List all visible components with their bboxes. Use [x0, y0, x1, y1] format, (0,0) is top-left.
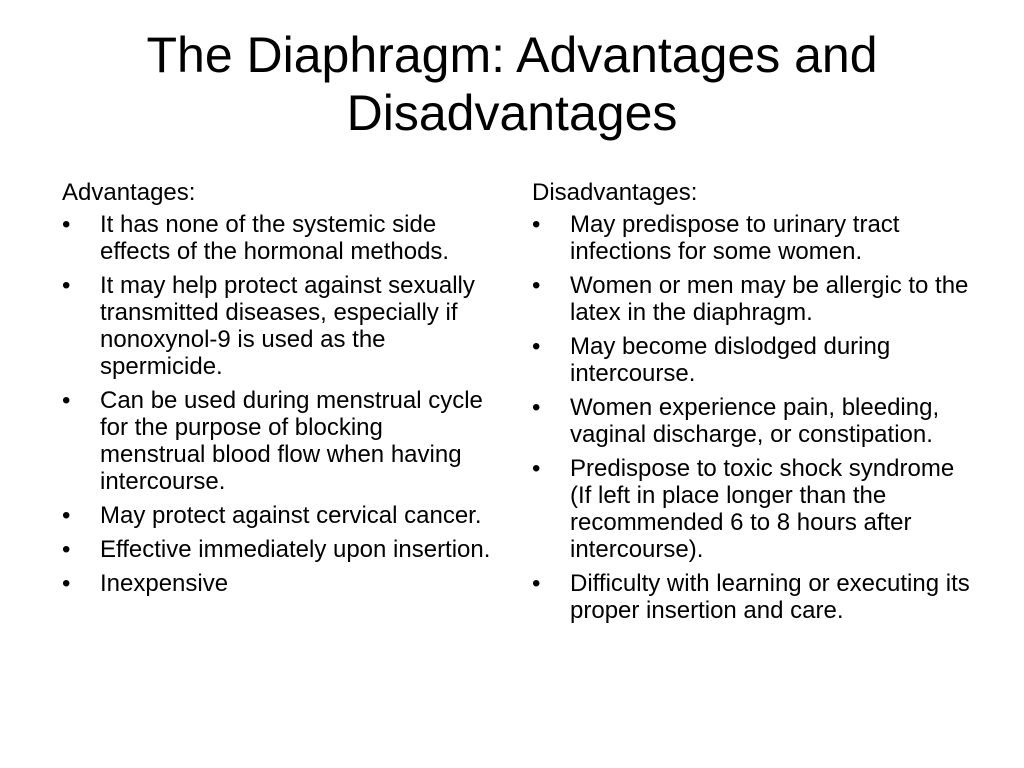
bullet-icon: • — [532, 211, 541, 238]
disadvantage-item — [532, 394, 972, 448]
advantage-item — [62, 502, 492, 529]
bullet-icon: • — [62, 570, 71, 597]
disadvantage-text: Women experience pain, bleeding, vaginal discharge, or constipation. — [570, 394, 940, 448]
advantage-text: It may help protect against sexually transmitted diseases, especially if nonoxynol-9 is used as the spermicide. — [100, 272, 475, 380]
disadvantage-item — [532, 272, 972, 326]
advantage-item — [62, 211, 492, 265]
disadvantage-text: Predispose to toxic shock syndrome (If left in place longer than the recommended 6 to 8 hours after intercourse). — [570, 455, 955, 563]
slide-title: The Diaphragm: Advantages and Disadvantages — [146, 27, 878, 141]
bullet-icon: • — [62, 272, 71, 299]
bullet-icon: • — [62, 387, 71, 414]
bullet-icon: • — [62, 502, 71, 529]
disadvantage-item — [532, 570, 972, 624]
disadvantages-list — [532, 211, 972, 624]
bullet-icon: • — [532, 394, 541, 421]
advantage-item — [62, 536, 492, 563]
disadvantages-column — [532, 179, 972, 631]
disadvantage-item — [532, 455, 972, 563]
advantage-text: Inexpensive — [100, 570, 229, 597]
advantages-heading: Advantages: — [62, 179, 196, 206]
bullet-icon: • — [62, 211, 71, 238]
advantage-item — [62, 387, 492, 495]
advantage-item — [62, 570, 492, 597]
advantage-text: Can be used during menstrual cycle for the purpose of blocking menstrual blood flow when having intercourse. — [100, 387, 483, 495]
bullet-icon: • — [532, 455, 541, 482]
bullet-icon: • — [62, 536, 71, 563]
advantages-column — [62, 179, 492, 604]
disadvantage-item — [532, 333, 972, 387]
disadvantage-text: May predispose to urinary tract infections for some women. — [570, 211, 900, 265]
advantage-text: It has none of the systemic side effects of the hormonal methods. — [100, 211, 450, 265]
disadvantages-heading: Disadvantages: — [532, 179, 698, 206]
disadvantage-item — [532, 211, 972, 265]
advantages-list — [62, 211, 492, 597]
bullet-icon: • — [532, 333, 541, 360]
disadvantage-text: Women or men may be allergic to the latex in the diaphragm. — [570, 272, 969, 326]
advantage-text: May protect against cervical cancer. — [100, 502, 482, 529]
disadvantage-text: May become dislodged during intercourse. — [570, 333, 891, 387]
advantage-item — [62, 272, 492, 380]
disadvantage-text: Difficulty with learning or executing its proper insertion and care. — [570, 570, 970, 624]
bullet-icon: • — [532, 272, 541, 299]
bullet-icon: • — [532, 570, 541, 597]
advantage-text: Effective immediately upon insertion. — [100, 536, 491, 563]
